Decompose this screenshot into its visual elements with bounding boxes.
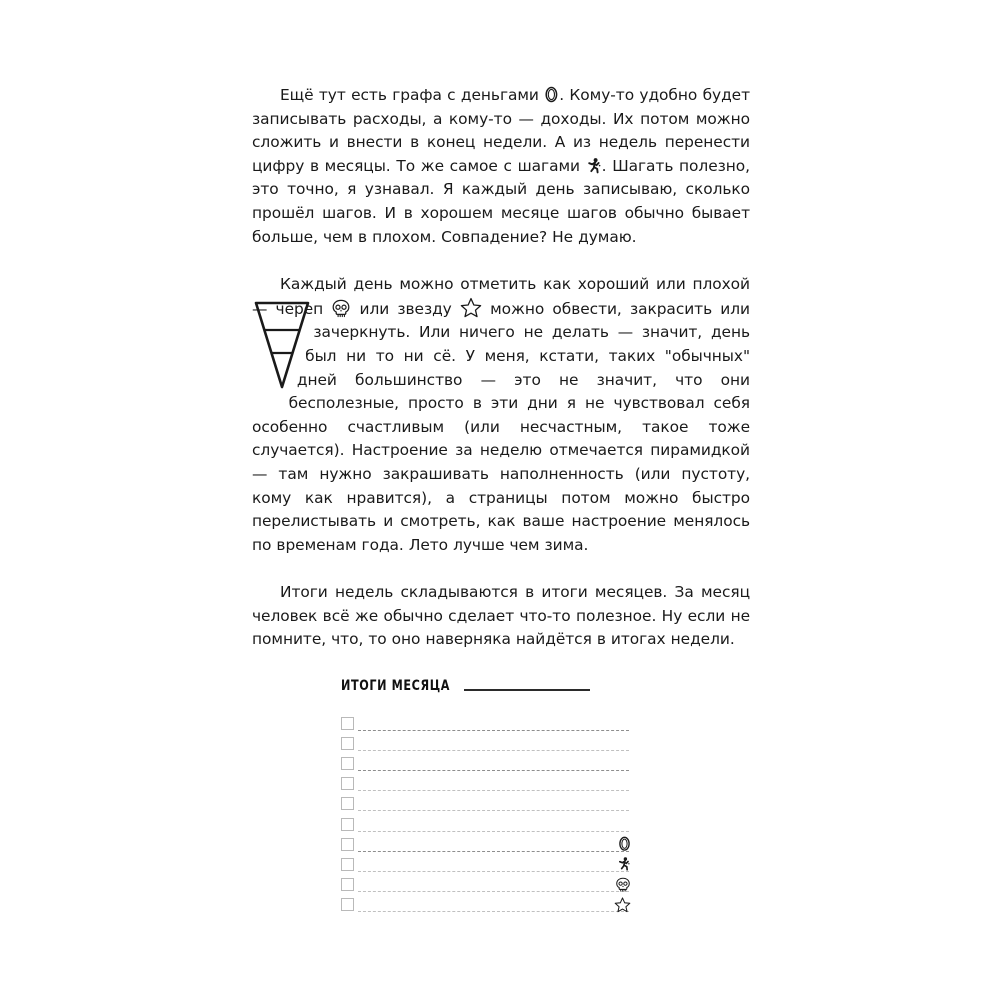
coin-icon <box>618 836 631 852</box>
paragraph-money-and-steps <box>252 84 750 249</box>
p1-text-a: Ещё тут есть графа с деньгами <box>280 86 545 104</box>
p1-text-c: . Шагать полезно, это точно, я узнавал. Я каждый день записываю, сколько прошёл шагов. И в хорошем месяце шагов обычно бывает больше, чем в плохом. Совпадение? Не думаю. <box>252 156 750 246</box>
row-checkbox[interactable] <box>341 777 354 790</box>
p2-text-c: можно обвести, закрасить или зачеркнуть. Или ничего не делать — значит, день был ни то ни сё. У меня, кстати, таких "обычных" дней большинство — это не значит, что они бесполезные, просто в эти дни я не чувствовал себя особенно счастливым (или несчастным, такое тоже случается). Настроение за неделю отмечается пирамидкой — там нужно закрашивать наполненность (или пустоту, кому как нравится), а страницы потом можно быстро перелистывать и смотреть, как ваше настроение менялось по временам года. Лето лучше чем зима. <box>252 299 750 554</box>
p3-text: Итоги недель складываются в итоги месяцев. За месяц человек всё же обычно сделает что-то полезное. Ну если не помните, что, то оно наверняка найдётся в итогах недели. <box>252 583 750 649</box>
row-write-line[interactable] <box>358 831 629 832</box>
row-write-line[interactable] <box>358 851 629 852</box>
row-checkbox[interactable] <box>341 878 354 891</box>
row-write-line[interactable] <box>358 810 629 811</box>
runner-icon <box>586 157 602 174</box>
row-checkbox[interactable] <box>341 838 354 851</box>
checklist-row[interactable] <box>341 754 629 774</box>
row-checkbox[interactable] <box>341 898 354 911</box>
row-checkbox[interactable] <box>341 737 354 750</box>
row-checkbox[interactable] <box>341 818 354 831</box>
skull-icon <box>615 876 631 892</box>
row-write-line[interactable] <box>358 871 629 872</box>
star-icon <box>460 297 482 318</box>
checklist-row-money[interactable] <box>341 835 629 855</box>
row-checkbox[interactable] <box>341 717 354 730</box>
runner-icon <box>617 856 631 872</box>
paragraph-good-bad-days <box>252 273 750 557</box>
row-write-line[interactable] <box>358 750 629 751</box>
section-heading-label: ИТОГИ МЕСЯЦА <box>341 678 451 694</box>
text-column <box>252 84 750 652</box>
star-icon <box>614 897 631 913</box>
checklist-row-bad-days[interactable] <box>341 876 629 896</box>
p2-text-a: Каждый день можно отметить как хороший или плохой — череп <box>252 275 750 318</box>
row-write-line[interactable] <box>358 911 629 912</box>
row-checkbox[interactable] <box>341 797 354 810</box>
p1-text-b: . Кому-то удобно будет записывать расходы, а кому-то — доходы. Их потом можно сложить и внести в конец недели. А из недель перенести цифру в месяцы. То же самое с шагами <box>252 86 750 175</box>
row-write-line[interactable] <box>358 790 629 791</box>
checklist-row-good-days[interactable] <box>341 896 629 916</box>
checklist-row[interactable] <box>341 714 629 734</box>
section-heading-fill-line[interactable] <box>464 689 590 691</box>
section-heading-month-results <box>341 678 590 694</box>
row-write-line[interactable] <box>358 770 629 771</box>
row-write-line[interactable] <box>358 730 629 731</box>
row-write-line[interactable] <box>358 891 629 892</box>
checklist-row[interactable] <box>341 775 629 795</box>
checklist-row-steps[interactable] <box>341 855 629 875</box>
paragraph-monthly-results <box>252 581 750 652</box>
p2-text-b: или звезду <box>351 299 460 318</box>
checklist-row[interactable] <box>341 734 629 754</box>
row-checkbox[interactable] <box>341 757 354 770</box>
checklist-row[interactable] <box>341 795 629 815</box>
coin-icon <box>544 86 559 103</box>
monthly-results-checklist <box>341 714 629 916</box>
checklist-row[interactable] <box>341 815 629 835</box>
row-checkbox[interactable] <box>341 858 354 871</box>
skull-icon <box>331 299 351 318</box>
